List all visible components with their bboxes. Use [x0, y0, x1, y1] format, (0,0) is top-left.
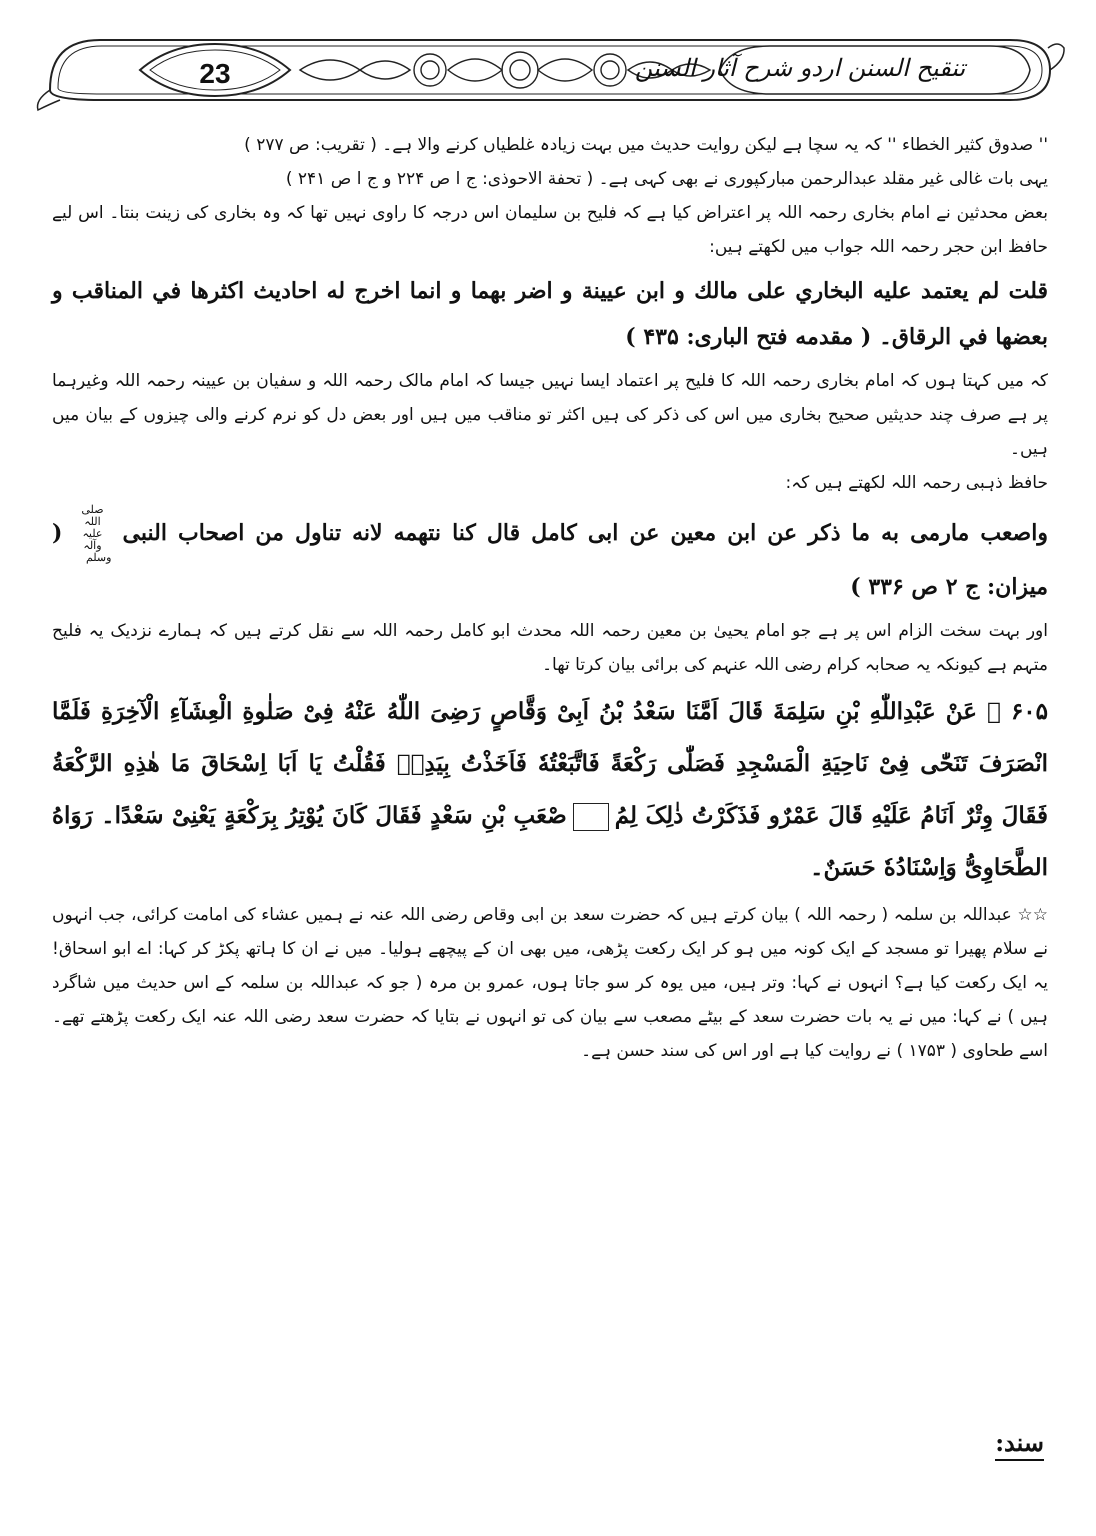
arabic-quote-reference: ( مقدمه فتح الباری: ۴۳۵ ) — [625, 324, 872, 350]
sanad-heading: سند: — [995, 1428, 1044, 1461]
paragraph-translation: ☆☆ عبداللہ بن سلمہ ( رحمہ اللہ ) بیان کرتے ہیں کہ حضرت سعد بن ابی وقاص رضی اللہ عنہ نے ہمیں عشاء کی امامت کرائی، جب انہوں نے سلام پھیرا تو مسجد کے ایک کونہ میں ہو کر ایک رکعت پڑھی، میں بھی ان کے پیچھے ہولیا۔ میں نے ان کا ہاتھ پکڑ کر کہا: اے ابو اسحاق! یہ ایک رکعت کیا ہے؟ انہوں نے کہا: وتر ہیں، میں یوہ کر سو جاتا ہوں، عمرو بن مرہ ( جو کہ عبداللہ بن سلمہ کے اس حدیث میں شاگرد ہیں ) نے کہا: میں نے یہ بات حضرت سعد کے بیٹے مصعب سے بیان کی تو انہوں نے بتایا کہ حضرت سعد رضی اللہ عنہ ایک رکعت پڑھتے تھے۔ اسے طحاوی ( ۱۷۵۳ ) نے روایت کیا ہے اور اس کی سند حسن ہے۔ — [52, 905, 1048, 1061]
book-title: تنقیح السنن اردو شرح آثار السنن — [634, 54, 966, 82]
missing-glyph-box — [573, 803, 609, 831]
arabic-quote-dhahabi — [52, 504, 1048, 610]
page-number: 23 — [199, 58, 231, 89]
paragraph-tuhfa: یہی بات غالی غیر مقلد عبدالرحمن مبارکپوری نے بھی کہی ہے۔ ( تحفة الاحوذی: ج ا ص ۲۲۴ و ج ا ص ۲۴۱ ) — [285, 169, 1048, 189]
arabic-quote-ibn-hajar — [52, 268, 1048, 360]
arabic-quote-reference: ( میزان: ج ۲ ص ۳۳۶ ) — [52, 520, 1048, 600]
paragraph-accusation: اور بہت سخت الزام اس پر ہے جو امام یحییٰ بن معین رحمہ اللہ محدث ابو کامل رحمہ اللہ سے نقل کرتے ہیں کہ ہمارے نزدیک یہ فلیح متہم ہے کیونکہ یہ صحابہ کرام رضی اللہ عنہم کی برائی بیان کرتا تھا۔ — [52, 621, 1048, 675]
paragraph-objection: بعض محدثین نے امام بخاری رحمہ اللہ پر اعتراض کیا ہے کہ فلیح بن سلیمان اس درجہ کا راوی نہیں تھا کہ وہ بخاری کی زینت بنتا۔ اس لیے حافظ ابن حجر رحمہ اللہ جواب میں لکھتے ہیں: — [52, 203, 1048, 257]
hadith-605 — [52, 686, 1048, 894]
paragraph-explanation: کہ میں کہتا ہوں کہ امام بخاری رحمہ اللہ کا فلیح پر اعتماد ایسا نہیں جیسا کہ امام مالک رحمہ اللہ و سفیان بن عیینہ رحمہ اللہ وغیرہما پر ہے صرف چند حدیثیں صحیح بخاری میں اس کی ذکر کی ہیں اکثر تو مناقب میں ہیں اور بعض دل کو نرم کرنے والی چیزوں کے بیان میں ہیں۔ — [52, 371, 1048, 459]
salutation-text: صلی اللہ علیہ وآلہ وسلم — [81, 503, 112, 564]
hadith-text-part1: ۶۰۵ ۔ عَنْ عَبْدِاللّٰهِ بْنِ سَلِمَةَ قَالَ اَمَّنَا سَعْدُ بْنُ اَبِیْ وَقَّاصٍ رَضِیَ اللّٰهُ عَنْهُ فِیْ صَلٰوةِ الْعِشَآءِ الْآخِرَةِ فَلَمَّا انْصَرَفَ تَنَحّٰی فِیْ نَاحِیَةِ الْمَسْجِدِ فَصَلّٰی رَکْعَةً فَاتَّبَعْتُهٗ فَاَخَذْتُ بِیَدِهٖ فَقُلْتُ یَا اَبَا اِسْحَاقَ مَا هٰذِهِ الرَّکْعَةُ فَقَالَ وِتْرٌ اَنَامُ عَلَیْهِ قَالَ عَمْرٌو فَذَکَرْتُ ذٰلِکَ لِمُ — [52, 698, 1048, 829]
hadith-text-part2: صْعَبِ بْنِ سَعْدٍ فَقَالَ کَانَ یُوْتِرُ بِرَکْعَةٍ یَعْنِیْ سَعْدًا۔ رَوَاهُ الطَّحَاوِیُّ وَاِسْنَادُهٗ حَسَنٌ۔ — [52, 802, 1048, 881]
arabic-quote-text: واصعب مارمى به ما ذكر عن ابن معين عن ابى كامل قال كنا نتهمه لانه تناول من اصحاب النبى — [122, 520, 1048, 546]
paragraph-dhahabi-intro: حافظ ذہبی رحمہ اللہ لکھتے ہیں کہ: — [785, 473, 1048, 493]
arabic-quote-text: قلت لم يعتمد عليه البخاري على مالك و ابن عيينة و اضر بهما و انما اخرج له احاديث اكثرها في المناقب و بعضها في الرقاق۔ — [52, 278, 1048, 350]
page-content — [52, 128, 1048, 1068]
page-header — [30, 30, 1070, 115]
paragraph-taqreeb: '' صدوق كثير الخطاء '' کہ یہ سچا ہے لیکن روایت حدیث میں بہت زیادہ غلطیاں کرنے والا ہے۔ ( تقریب: ص ۲۷۷ ) — [244, 135, 1048, 155]
